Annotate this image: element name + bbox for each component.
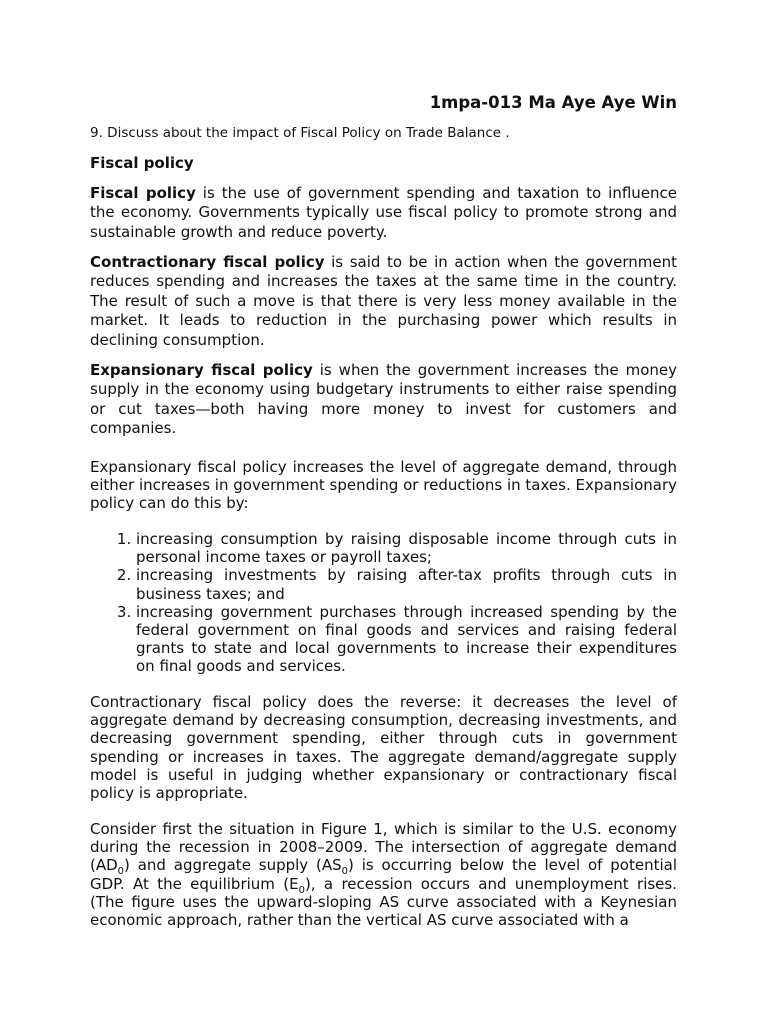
expansionary-definition	[90, 361, 677, 439]
figure-text: ), a recession occurs and unemployment rises. (The figure uses the upward-sloping AS curve associated with a Keynesian economic approach, rather than the vertical AS curve associated with a	[90, 874, 677, 930]
figure-text: Consider first the situation in Figure 1, which is similar to the U.S. economy during the recession in 2008–2009. The intersection of aggregate demand (AD	[90, 820, 677, 875]
figure-text: ) is occurring below the level of potential GDP. At the equilibrium (E	[90, 856, 677, 893]
contractionary-definition	[90, 253, 677, 350]
question-text: 9. Discuss about the impact of Fiscal Policy on Trade Balance .	[90, 125, 510, 141]
author-header: 1mpa-013 Ma Aye Aye Win	[429, 93, 677, 112]
fiscal-policy-definition	[90, 184, 677, 242]
definition-text: is the use of government spending and taxation to influence the economy. Governments typically use fiscal policy to promote strong and sustainable growth and reduce poverty.	[90, 184, 677, 241]
subscript: 0	[298, 884, 305, 896]
definition-term: Contractionary fiscal policy	[90, 253, 325, 271]
definition-text: is when the government increases the money supply in the economy using budgetary instruments to either raise spending or cut taxes—both having more money to invest for customers and companies.	[90, 361, 678, 438]
list-item: 2. increasing investments by raising after-tax profits through cuts in business taxes; and	[136, 566, 677, 602]
list-item: 3. increasing government purchases through increased spending by the federal government on final goods and services and raising federal grants to state and local governments to increase their expenditures on final goods and services.	[136, 603, 677, 676]
expansionary-methods-list	[90, 530, 677, 676]
section-heading: Fiscal policy	[90, 154, 194, 172]
contractionary-paragraph: Contractionary fiscal policy does the reverse: it decreases the level of aggregate demand by decreasing consumption, decreasing investments, and decreasing government spending, either through cuts in government spending or increases in taxes. The aggregate demand/aggregate supply model is useful in judging whether expansionary or contractionary fiscal policy is appropriate.	[90, 693, 677, 803]
list-item: 1. increasing consumption by raising disposable income through cuts in personal income taxes or payroll taxes;	[136, 530, 677, 566]
definition-text: is said to be in action when the government reduces spending and increases the taxes at the same time in the country. The result of such a move is that there is very less money available in the market. It leads to reduction in the purchasing power which results in declining consumption.	[90, 253, 677, 349]
definition-term: Fiscal policy	[90, 184, 196, 202]
definition-term: Expansionary fiscal policy	[90, 361, 313, 379]
subscript: 0	[341, 866, 349, 878]
expansionary-intro-paragraph: Expansionary fiscal policy increases the level of aggregate demand, through either increases in government spending or reductions in taxes. Expansionary policy can do this by:	[90, 458, 677, 513]
figure-text: ) and aggregate supply (AS	[124, 856, 342, 875]
subscript: 0	[117, 866, 125, 878]
figure-paragraph	[90, 820, 677, 929]
